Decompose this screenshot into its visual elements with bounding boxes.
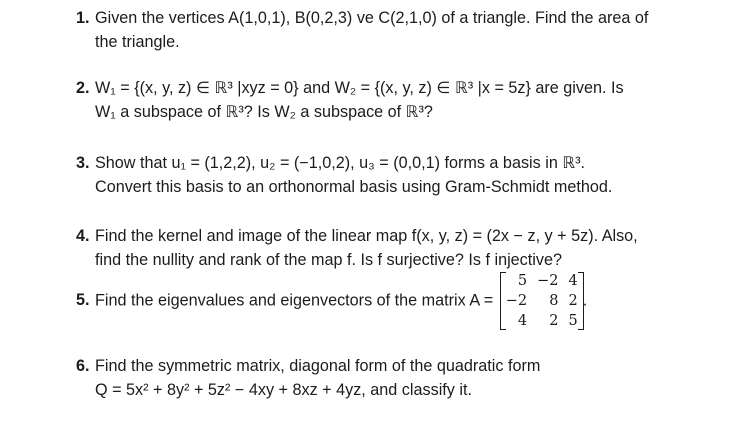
- problem-2-line1: [76, 76, 736, 100]
- matrix-row: [501, 291, 583, 311]
- problem-6-line1: [76, 354, 736, 378]
- problem-number: 6.: [76, 357, 90, 375]
- matrix-entry: −2: [537, 273, 559, 289]
- problem-6-line2: Q = 5x² + 8y² + 5z² − 4xy + 8xz + 4yz, and classify it.: [95, 381, 472, 399]
- matrix-entry: −2: [505, 293, 528, 309]
- matrix-row: [501, 271, 583, 291]
- problem-1: [76, 6, 736, 54]
- problem-text: Find the eigenvalues and eigenvectors of the matrix A =: [95, 291, 494, 310]
- problem-5-end: .: [582, 291, 588, 310]
- matrix-left-bracket: [500, 272, 506, 330]
- matrix-a-entries: [501, 271, 583, 331]
- problem-2-line2: W₁ a subspace of ℝ³? Is W₂ a subspace of ℝ³?: [95, 103, 433, 121]
- matrix-entry: 4: [517, 313, 528, 329]
- matrix-entry: 5: [517, 273, 528, 289]
- matrix-entry: 8: [549, 293, 559, 309]
- problem-number: 3.: [76, 154, 90, 172]
- problem-1-line2: the triangle.: [95, 33, 180, 51]
- matrix-entry: 5: [568, 313, 578, 329]
- matrix-a: [501, 271, 583, 331]
- problem-3-line2: Convert this basis to an orthonormal basis using Gram-Schmidt method.: [95, 178, 613, 196]
- problem-text: Given the vertices A(1,0,1), B(0,2,3) ve C(2,1,0) of a triangle. Find the area of: [95, 9, 649, 27]
- problem-5: [76, 271, 736, 331]
- matrix-entry: 2: [568, 293, 578, 309]
- problem-text: Find the symmetric matrix, diagonal form of the quadratic form: [95, 357, 541, 375]
- problem-3: [76, 151, 736, 199]
- matrix-entry: 2: [549, 313, 559, 329]
- matrix-entry: 4: [568, 273, 578, 289]
- problem-number: 5.: [76, 291, 90, 310]
- matrix-row: [501, 311, 583, 331]
- problem-text: Find the kernel and image of the linear map f(x, y, z) = (2x − z, y + 5z). Also,: [95, 227, 638, 245]
- problem-1-line1: [76, 6, 736, 30]
- problem-2: [76, 76, 736, 124]
- problem-6: [76, 354, 736, 402]
- problem-4-line1: [76, 224, 736, 248]
- problem-text: Show that u₁ = (1,2,2), u₂ = (−1,0,2), u₃ = (0,0,1) forms a basis in ℝ³.: [95, 154, 586, 172]
- matrix-right-bracket: [578, 272, 584, 330]
- problem-number: 4.: [76, 227, 90, 245]
- problem-text: W₁ = {(x, y, z) ∈ ℝ³ |xyz = 0} and W₂ = {(x, y, z) ∈ ℝ³ |x = 5z} are given. Is: [95, 79, 624, 97]
- problem-4: [76, 224, 736, 272]
- problem-3-line1: [76, 151, 736, 175]
- problem-4-line2: find the nullity and rank of the map f. Is f surjective? Is f injective?: [95, 251, 562, 269]
- problem-number: 2.: [76, 79, 90, 97]
- problem-number: 1.: [76, 9, 90, 27]
